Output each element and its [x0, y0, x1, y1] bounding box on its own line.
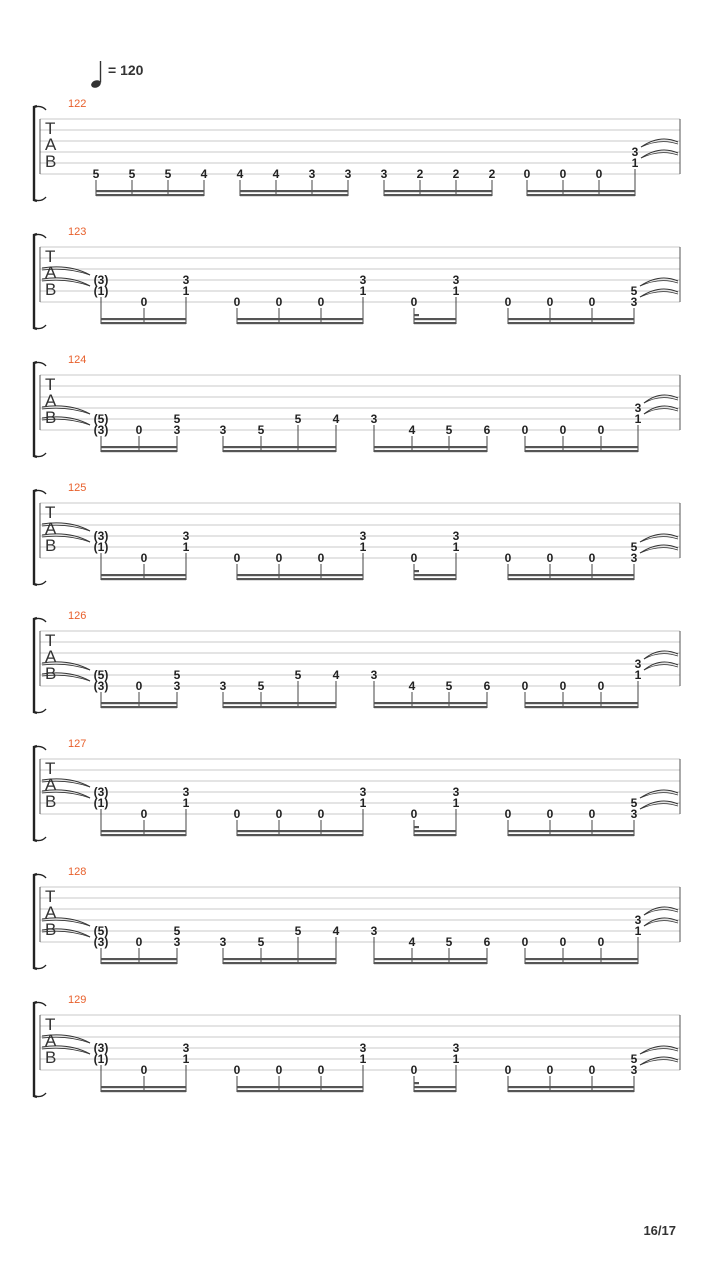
fret-number: 5	[630, 284, 638, 298]
beam	[223, 450, 336, 452]
fret-number: 1	[634, 668, 642, 682]
measure-number: 124	[68, 354, 87, 366]
fret-number: 3	[182, 529, 190, 543]
fret-number: 4	[332, 924, 340, 938]
fret-number: 0	[504, 1063, 512, 1077]
system-bracket	[34, 490, 37, 585]
fret-number: 5	[445, 935, 453, 949]
fret-number: 5	[164, 167, 172, 181]
fret-number: 3	[308, 167, 316, 181]
beam	[101, 958, 177, 960]
fret-number: (3)	[93, 1041, 109, 1055]
fret-number: 3	[370, 924, 378, 938]
tab-clef-letter: T	[45, 247, 56, 266]
tab-clef-letter: T	[45, 759, 56, 778]
system-bracket	[34, 234, 37, 329]
fret-number: 3	[630, 1063, 638, 1077]
tie-arc-out	[640, 534, 678, 542]
fret-number: 1	[359, 284, 367, 298]
tie-arc-out	[640, 292, 678, 297]
fret-number: 0	[317, 807, 325, 821]
measure-number: 129	[68, 994, 87, 1006]
tie-arc-out	[640, 278, 678, 286]
fret-number: 4	[408, 935, 416, 949]
tab-clef-letter: A	[45, 1031, 57, 1050]
measure-number: 127	[68, 738, 87, 750]
beam	[237, 834, 363, 836]
fret-number: 3	[359, 529, 367, 543]
fret-number: 0	[521, 935, 529, 949]
fret-number: 0	[559, 167, 567, 181]
fret-number: (3)	[93, 935, 109, 949]
tab-system	[34, 482, 680, 585]
beam	[527, 190, 635, 192]
beam	[374, 706, 487, 708]
tab-system	[34, 866, 680, 969]
beam	[525, 446, 638, 448]
tie-arc-out	[640, 1060, 678, 1065]
beam	[414, 1090, 456, 1092]
fret-number: 0	[275, 551, 283, 565]
system-bracket	[34, 618, 37, 713]
fret-number: (3)	[93, 529, 109, 543]
fret-number: 0	[546, 551, 554, 565]
fret-number: 1	[452, 1052, 460, 1066]
tab-clef-letter: T	[45, 375, 56, 394]
measure-number: 123	[68, 226, 87, 238]
fret-number: 0	[559, 679, 567, 693]
tie-arc-out	[640, 801, 678, 809]
tie-arc-out	[640, 1049, 678, 1054]
fret-number: 1	[634, 924, 642, 938]
fret-number: 0	[523, 167, 531, 181]
fret-number: 3	[173, 423, 181, 437]
beam	[414, 578, 456, 580]
fret-number: 5	[445, 423, 453, 437]
tie-arc-out	[640, 804, 678, 809]
fret-number: 3	[380, 167, 388, 181]
beam	[237, 1090, 363, 1092]
system-bracket	[34, 746, 37, 841]
fret-number: 5	[92, 167, 100, 181]
fret-number: 0	[588, 1063, 596, 1077]
beam	[508, 322, 634, 324]
tie-arc-out	[640, 1046, 678, 1054]
fret-number: 1	[182, 796, 190, 810]
beam	[508, 830, 634, 832]
fret-number: 0	[597, 935, 605, 949]
fret-number: 0	[275, 295, 283, 309]
fret-number: 1	[182, 284, 190, 298]
beam	[96, 190, 204, 192]
fret-number: 0	[233, 807, 241, 821]
beam	[223, 446, 336, 448]
fret-number: 0	[588, 295, 596, 309]
tab-clef-letter: B	[45, 792, 57, 811]
fret-number: 1	[452, 284, 460, 298]
beam	[96, 194, 204, 196]
beam	[223, 962, 336, 964]
fret-number: 1	[452, 540, 460, 554]
fret-number: 0	[504, 295, 512, 309]
tab-clef-letter: A	[45, 263, 57, 282]
fret-number: 0	[597, 423, 605, 437]
fret-number: (3)	[93, 423, 109, 437]
tie-arc-out	[640, 537, 678, 542]
tie-arc-out	[641, 150, 678, 158]
fret-number: 5	[294, 412, 302, 426]
fret-number: 0	[588, 807, 596, 821]
beam	[508, 578, 634, 580]
fret-number: 0	[135, 679, 143, 693]
tab-system	[34, 226, 680, 329]
fret-number: 0	[135, 423, 143, 437]
tie-arc-out	[644, 398, 678, 403]
fret-number: 5	[257, 423, 265, 437]
fret-number: (1)	[93, 1052, 109, 1066]
fret-number: 3	[182, 1041, 190, 1055]
fret-number: 4	[272, 167, 280, 181]
fret-number: 4	[236, 167, 244, 181]
beam	[101, 322, 186, 324]
fret-number: 5	[630, 1052, 638, 1066]
tie-arc-out	[644, 665, 678, 670]
fret-number: 3	[452, 1041, 460, 1055]
fret-number: 3	[173, 935, 181, 949]
beam	[240, 190, 348, 192]
fret-number: 5	[630, 796, 638, 810]
beam	[101, 706, 177, 708]
beam	[237, 578, 363, 580]
beam	[374, 446, 487, 448]
fret-number: 5	[294, 668, 302, 682]
fret-number: 4	[408, 423, 416, 437]
tab-clef-letter: A	[45, 647, 57, 666]
beam	[101, 1086, 186, 1088]
fret-number: 3	[359, 273, 367, 287]
beam	[525, 958, 638, 960]
fret-number: 3	[630, 807, 638, 821]
fret-number: 0	[317, 295, 325, 309]
fret-number: 3	[219, 423, 227, 437]
tab-clef-letter: B	[45, 920, 57, 939]
fret-number: 1	[359, 540, 367, 554]
tab-clef-letter: A	[45, 775, 57, 794]
fret-number: (5)	[93, 412, 109, 426]
tab-clef-letter: B	[45, 408, 57, 427]
tab-system	[34, 98, 680, 201]
beam	[508, 834, 634, 836]
beam	[101, 318, 186, 320]
fret-number: 0	[140, 295, 148, 309]
fret-number: (5)	[93, 924, 109, 938]
tab-clef-letter: T	[45, 1015, 56, 1034]
fret-number: 0	[140, 1063, 148, 1077]
fret-number: 3	[182, 273, 190, 287]
beam	[374, 958, 487, 960]
fret-number: 3	[630, 551, 638, 565]
fret-number: 2	[488, 167, 496, 181]
fret-number: 3	[634, 401, 642, 415]
fret-number: 4	[408, 679, 416, 693]
beam-partial	[414, 570, 419, 572]
tab-clef-letter: A	[45, 519, 57, 538]
fret-number: 0	[140, 551, 148, 565]
fret-number: 0	[546, 1063, 554, 1077]
fret-number: 2	[452, 167, 460, 181]
fret-number: 5	[173, 412, 181, 426]
fret-number: 3	[370, 668, 378, 682]
fret-number: 6	[483, 935, 491, 949]
fret-number: 5	[257, 679, 265, 693]
fret-number: 1	[182, 1052, 190, 1066]
fret-number: 4	[332, 412, 340, 426]
tab-clef-letter: A	[45, 903, 57, 922]
tab-clef-letter: T	[45, 503, 56, 522]
fret-number: 1	[182, 540, 190, 554]
beam-partial	[414, 314, 419, 316]
fret-number: 0	[504, 551, 512, 565]
fret-number: 0	[275, 1063, 283, 1077]
fret-number: 3	[452, 529, 460, 543]
fret-number: 0	[546, 807, 554, 821]
measure-number: 126	[68, 610, 87, 622]
measure-number: 122	[68, 98, 87, 110]
system-bracket	[34, 362, 37, 457]
fret-number: 5	[128, 167, 136, 181]
fret-number: 3	[452, 785, 460, 799]
beam-partial	[414, 826, 419, 828]
fret-number: 0	[317, 1063, 325, 1077]
beam	[508, 1090, 634, 1092]
tab-system	[34, 994, 680, 1097]
system-bracket	[34, 1002, 37, 1097]
fret-number: 2	[416, 167, 424, 181]
beam	[525, 706, 638, 708]
beam	[414, 1086, 456, 1088]
beam	[374, 450, 487, 452]
fret-number: (1)	[93, 540, 109, 554]
fret-number: (5)	[93, 668, 109, 682]
fret-number: 0	[559, 423, 567, 437]
tie-arc-out	[640, 281, 678, 286]
beam	[237, 322, 363, 324]
tab-system	[34, 610, 680, 713]
tab-clef-letter: B	[45, 536, 57, 555]
tie-arc-out	[640, 289, 678, 297]
tie-arc-out	[640, 548, 678, 553]
beam	[101, 450, 177, 452]
tie-arc-out	[644, 910, 678, 915]
tie-arc-out	[640, 545, 678, 553]
fret-number: 0	[410, 1063, 418, 1077]
tie-arc-out	[640, 790, 678, 798]
fret-number: (1)	[93, 796, 109, 810]
tab-clef-letter: B	[45, 664, 57, 683]
beam	[237, 1086, 363, 1088]
fret-number: 6	[483, 423, 491, 437]
beam	[223, 958, 336, 960]
beam	[414, 318, 456, 320]
fret-number: 3	[182, 785, 190, 799]
fret-number: 4	[200, 167, 208, 181]
beam	[525, 962, 638, 964]
fret-number: 1	[631, 156, 639, 170]
beam	[237, 574, 363, 576]
beam	[374, 962, 487, 964]
beam	[101, 578, 186, 580]
beam	[101, 702, 177, 704]
fret-number: 0	[233, 295, 241, 309]
fret-number: 0	[317, 551, 325, 565]
beam	[101, 830, 186, 832]
beam	[508, 1086, 634, 1088]
fret-number: 0	[521, 423, 529, 437]
beam	[101, 1090, 186, 1092]
beam	[525, 450, 638, 452]
fret-number: 5	[173, 924, 181, 938]
beam	[101, 962, 177, 964]
fret-number: 0	[275, 807, 283, 821]
fret-number: 0	[410, 807, 418, 821]
fret-number: (3)	[93, 273, 109, 287]
tab-system	[34, 354, 680, 457]
page-number: 16/17	[643, 1223, 676, 1238]
fret-number: 5	[445, 679, 453, 693]
beam	[384, 190, 492, 192]
measure-number: 125	[68, 482, 87, 494]
fret-number: 0	[233, 551, 241, 565]
beam	[508, 574, 634, 576]
beam	[374, 702, 487, 704]
tab-clef-letter: B	[45, 280, 57, 299]
fret-number: 6	[483, 679, 491, 693]
beam	[101, 446, 177, 448]
fret-number: 1	[452, 796, 460, 810]
fret-number: 3	[219, 935, 227, 949]
system-bracket	[34, 106, 37, 201]
beam	[237, 830, 363, 832]
beam	[101, 574, 186, 576]
fret-number: 0	[595, 167, 603, 181]
fret-number: 0	[410, 295, 418, 309]
fret-number: (3)	[93, 679, 109, 693]
beam	[237, 318, 363, 320]
tie-arc-out	[640, 793, 678, 798]
tempo-marking: = 120	[108, 62, 144, 78]
tie-arc-out	[644, 654, 678, 659]
fret-number: 0	[546, 295, 554, 309]
tab-clef-letter: T	[45, 631, 56, 650]
fret-number: 0	[597, 679, 605, 693]
fret-number: 3	[370, 412, 378, 426]
beam	[223, 706, 336, 708]
fret-number: 1	[634, 412, 642, 426]
fret-number: 3	[344, 167, 352, 181]
tab-clef-letter: T	[45, 887, 56, 906]
tie-arc-out	[644, 921, 678, 926]
fret-number: 1	[359, 1052, 367, 1066]
fret-number: 3	[634, 657, 642, 671]
fret-number: 0	[140, 807, 148, 821]
fret-number: 0	[410, 551, 418, 565]
tab-system	[34, 738, 680, 841]
fret-number: 4	[332, 668, 340, 682]
fret-number: (1)	[93, 284, 109, 298]
fret-number: 3	[631, 145, 639, 159]
fret-number: 1	[359, 796, 367, 810]
system-bracket	[34, 874, 37, 969]
tab-clef-letter: A	[45, 135, 57, 154]
beam	[101, 834, 186, 836]
tie-arc-out	[641, 153, 678, 158]
tab-clef-letter: T	[45, 119, 56, 138]
beam	[414, 834, 456, 836]
beam	[527, 194, 635, 196]
fret-number: 5	[294, 924, 302, 938]
fret-number: 0	[559, 935, 567, 949]
fret-number: 3	[359, 1041, 367, 1055]
tab-clef-letter: B	[45, 152, 57, 171]
fret-number: 0	[588, 551, 596, 565]
tie-arc-out	[641, 139, 678, 147]
fret-number: 0	[233, 1063, 241, 1077]
fret-number: 5	[173, 668, 181, 682]
fret-number: 5	[630, 540, 638, 554]
fret-number: 0	[521, 679, 529, 693]
beam	[223, 702, 336, 704]
fret-number: 3	[452, 273, 460, 287]
beam	[414, 322, 456, 324]
fret-number: 3	[359, 785, 367, 799]
fret-number: 3	[219, 679, 227, 693]
tab-clef-letter: A	[45, 391, 57, 410]
beam-partial	[414, 1082, 419, 1084]
tie-arc-out	[640, 1057, 678, 1065]
beam	[525, 702, 638, 704]
fret-number: 3	[173, 679, 181, 693]
tab-clef-letter: B	[45, 1048, 57, 1067]
tie-arc-out	[644, 409, 678, 414]
beam	[508, 318, 634, 320]
measure-number: 128	[68, 866, 87, 878]
fret-number: 0	[135, 935, 143, 949]
fret-number: 3	[630, 295, 638, 309]
beam	[414, 574, 456, 576]
fret-number: (3)	[93, 785, 109, 799]
beam	[240, 194, 348, 196]
fret-number: 3	[634, 913, 642, 927]
fret-number: 5	[257, 935, 265, 949]
fret-number: 0	[504, 807, 512, 821]
tie-arc-out	[641, 142, 678, 147]
beam	[384, 194, 492, 196]
beam	[414, 830, 456, 832]
